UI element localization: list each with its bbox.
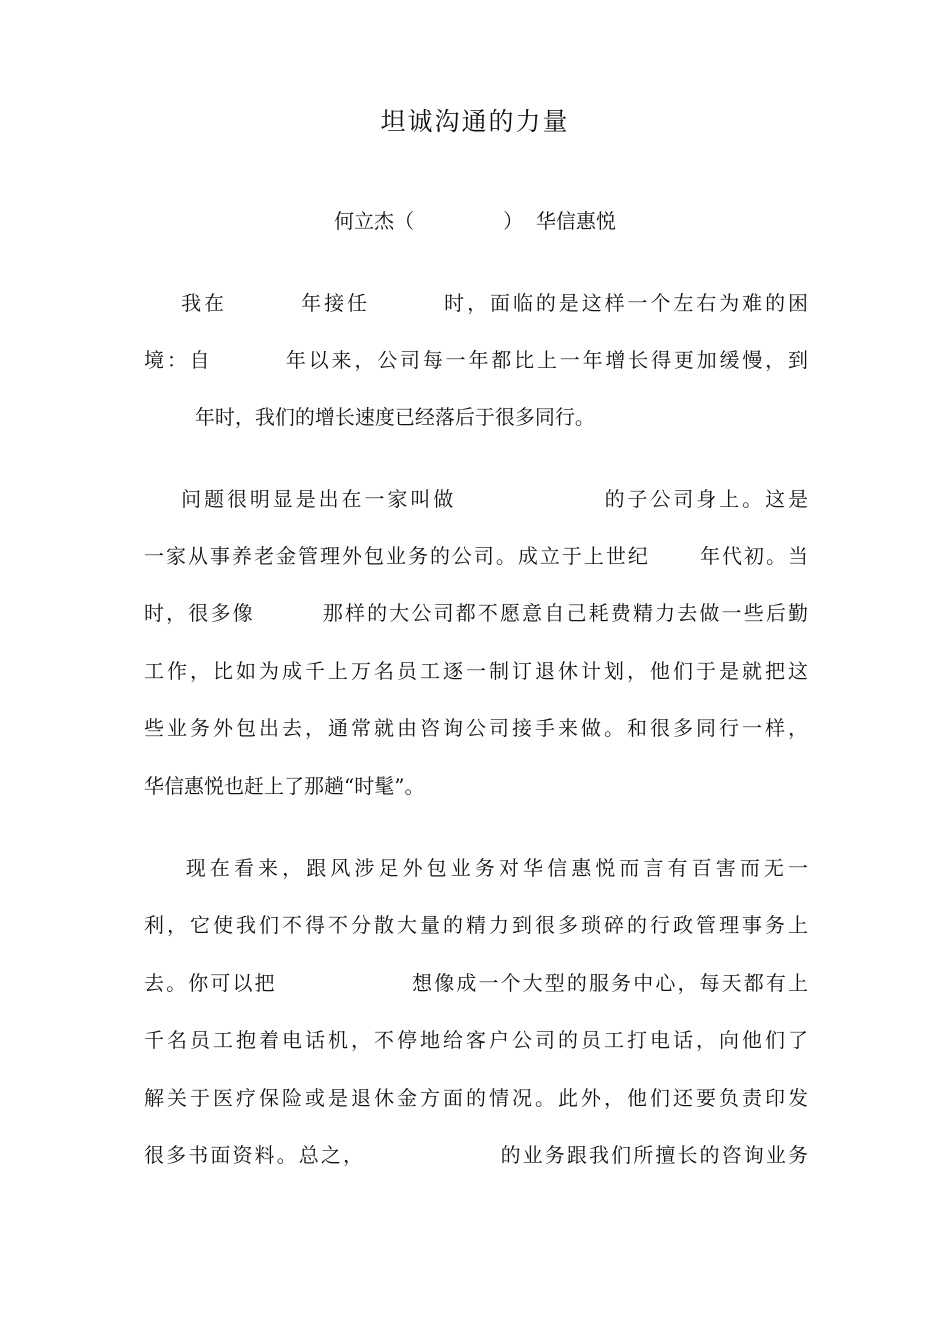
paragraph-2-line-5: 些业务外包出去，通常就由咨询公司接手来做。和很多同行一样， — [144, 716, 808, 740]
paragraph-3-line-5: 解关于医疗保险或是退休金方面的情况。此外，他们还要负责印发 — [144, 1086, 808, 1110]
paragraph-3-line-1: 现在看来，跟风涉足外包业务对华信惠悦而言有百害而无一 — [144, 856, 808, 880]
paragraph-2-line-3: 时，很多像 那样的大公司都不愿意自己耗费精力去做一些后勤 — [144, 601, 808, 625]
paragraph-2-line-4: 工作，比如为成千上万名员工逐一制订退休计划，他们于是就把这 — [144, 659, 808, 683]
document-title: 坦诚沟通的力量 — [380, 107, 570, 136]
paragraph-1-line-1: 我在 年接任 时，面临的是这样一个左右为难的困 — [144, 291, 808, 315]
paragraph-3-line-6: 很多书面资料。总之， 的业务跟我们所擅长的咨询业务 — [144, 1143, 808, 1167]
paragraph-2-line-2: 一家从事养老金管理外包业务的公司。成立于上世纪 年代初。当 — [144, 544, 808, 568]
paragraph-3-line-2: 利，它使我们不得不分散大量的精力到很多琐碎的行政管理事务上 — [144, 913, 808, 937]
paragraph-1-line-3: 年时，我们的增长速度已经落后于很多同行。 — [144, 405, 595, 429]
paragraph-1-line-2: 境：自 年以来，公司每一年都比上一年增长得更加缓慢，到 — [144, 348, 808, 372]
paragraph-2-line-1: 问题很明显是出在一家叫做 的子公司身上。这是 — [144, 487, 808, 511]
paragraph-2-line-6: 华信惠悦也赶上了那趟“时髦”。 — [144, 774, 425, 798]
paragraph-3-line-3: 去。你可以把 想像成一个大型的服务中心，每天都有上 — [144, 971, 808, 995]
paragraph-3-line-4: 千名员工抱着电话机，不停地给客户公司的员工打电话，向他们了 — [144, 1028, 808, 1052]
author-line: 何立杰（ ） 华信惠悦 — [334, 209, 616, 233]
